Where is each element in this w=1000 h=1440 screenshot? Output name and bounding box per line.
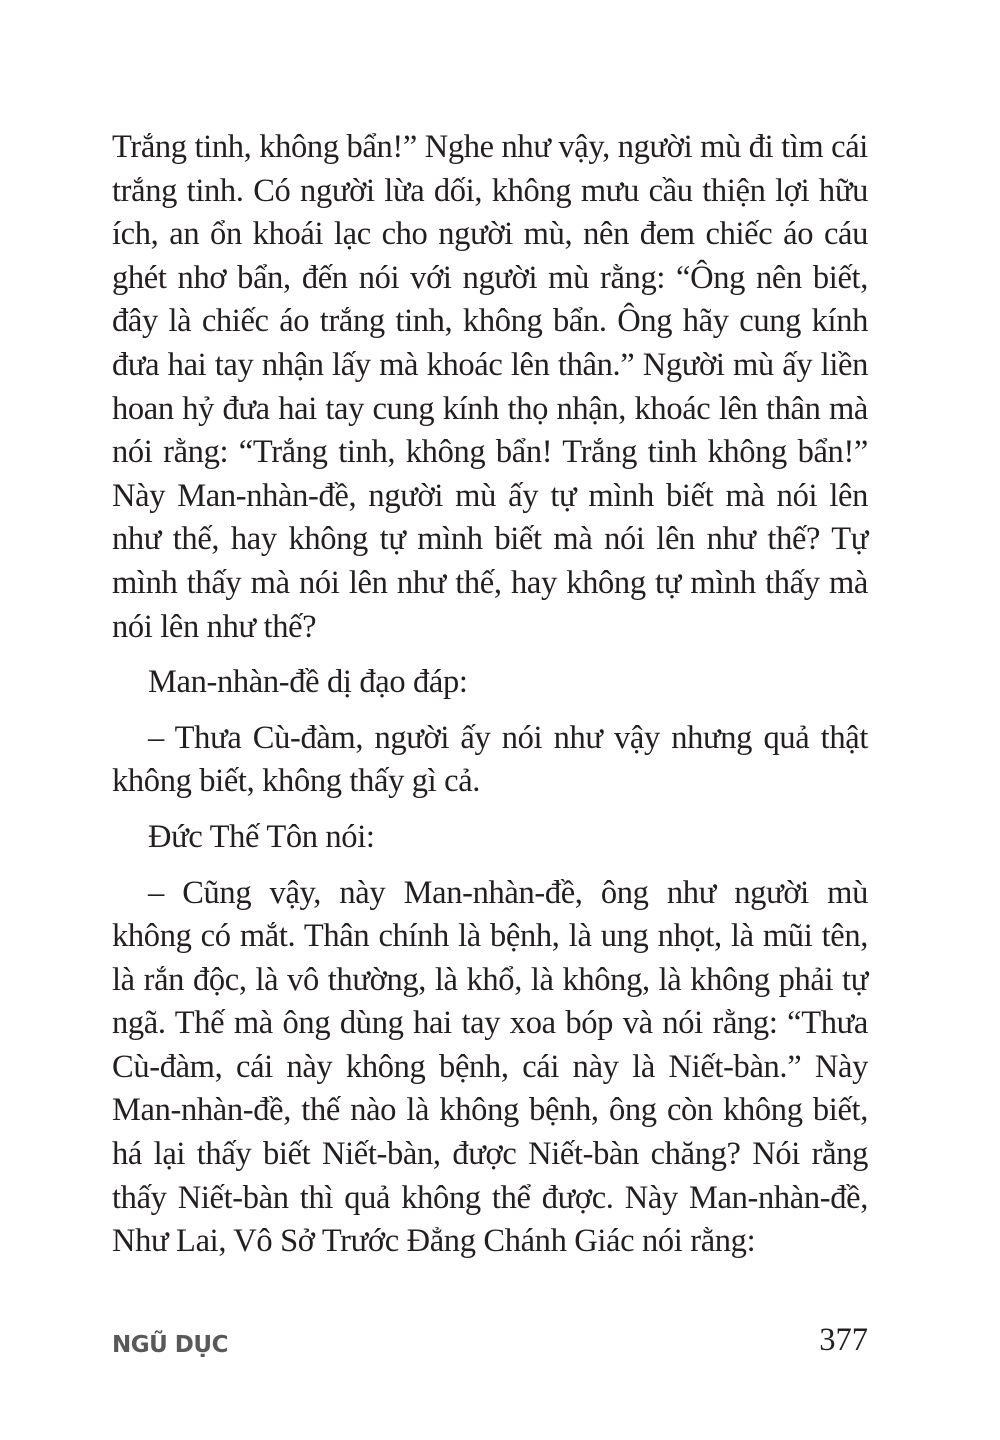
page-number: 377 <box>819 1322 868 1358</box>
running-head: NGŨ DỤC <box>112 1332 228 1358</box>
paragraph-mannhande-reply: – Thưa Cù-đàm, người ấy nói như vậy nhưng quả thật không biết, không thấy gì cả. <box>112 719 868 800</box>
page-footer <box>112 1322 868 1368</box>
paragraph-buddha-speech: – Cũng vậy, này Man-nhàn-đề, ông như người mù không có mắt. Thân chính là bệnh, là ung nhọt, là mũi tên, là rắn độc, là vô thường, là khổ, là không, là không phải tự ngã. Thế mà ông dùng hai tay xoa bóp và nói rằng: “Thưa Cù-đàm, cái này không bệnh, cái này là Niết-bàn.” Này Man-nhàn-đề, thế nào là không bệnh, ông còn không biết, há lại thấy biết Niết-bàn, được Niết-bàn chăng? Nói rằng thấy Niết-bàn thì quả không thể được. Này Man-nhàn-đề, Như Lai, Vô Sở Trước Đẳng Chánh Giác nói rằng: <box>112 874 868 1260</box>
page-body <box>112 126 868 1276</box>
paragraph-blind-man-story: Trắng tinh, không bẩn!” Nghe như vậy, người mù đi tìm cái trắng tinh. Có người lừa dối, không mưu cầu thiện lợi hữu ích, an ổn khoái lạc cho người mù, nên đem chiếc áo cáu ghét nhơ bẩn, đến nói với người mù rằng: “Ông nên biết, đây là chiếc áo trắng tinh, không bẩn. Ông hãy cung kính đưa hai tay nhận lấy mà khoác lên thân.” Người mù ấy liền hoan hỷ đưa hai tay cung kính thọ nhận, khoác lên thân mà nói rằng: “Trắng tinh, không bẩn! Trắng tinh không bẩn!” Này Man-nhàn-đề, người mù ấy tự mình biết mà nói lên như thế, hay không tự mình biết mà nói lên như thế? Tự mình thấy mà nói lên như thế, hay không tự mình thấy mà nói lên như thế? <box>112 129 868 645</box>
paragraph-mannhande-reply-intro: Man-nhàn-đề dị đạo đáp: <box>148 664 468 701</box>
paragraph-buddha-speaks-intro: Đức Thế Tôn nói: <box>148 818 375 855</box>
